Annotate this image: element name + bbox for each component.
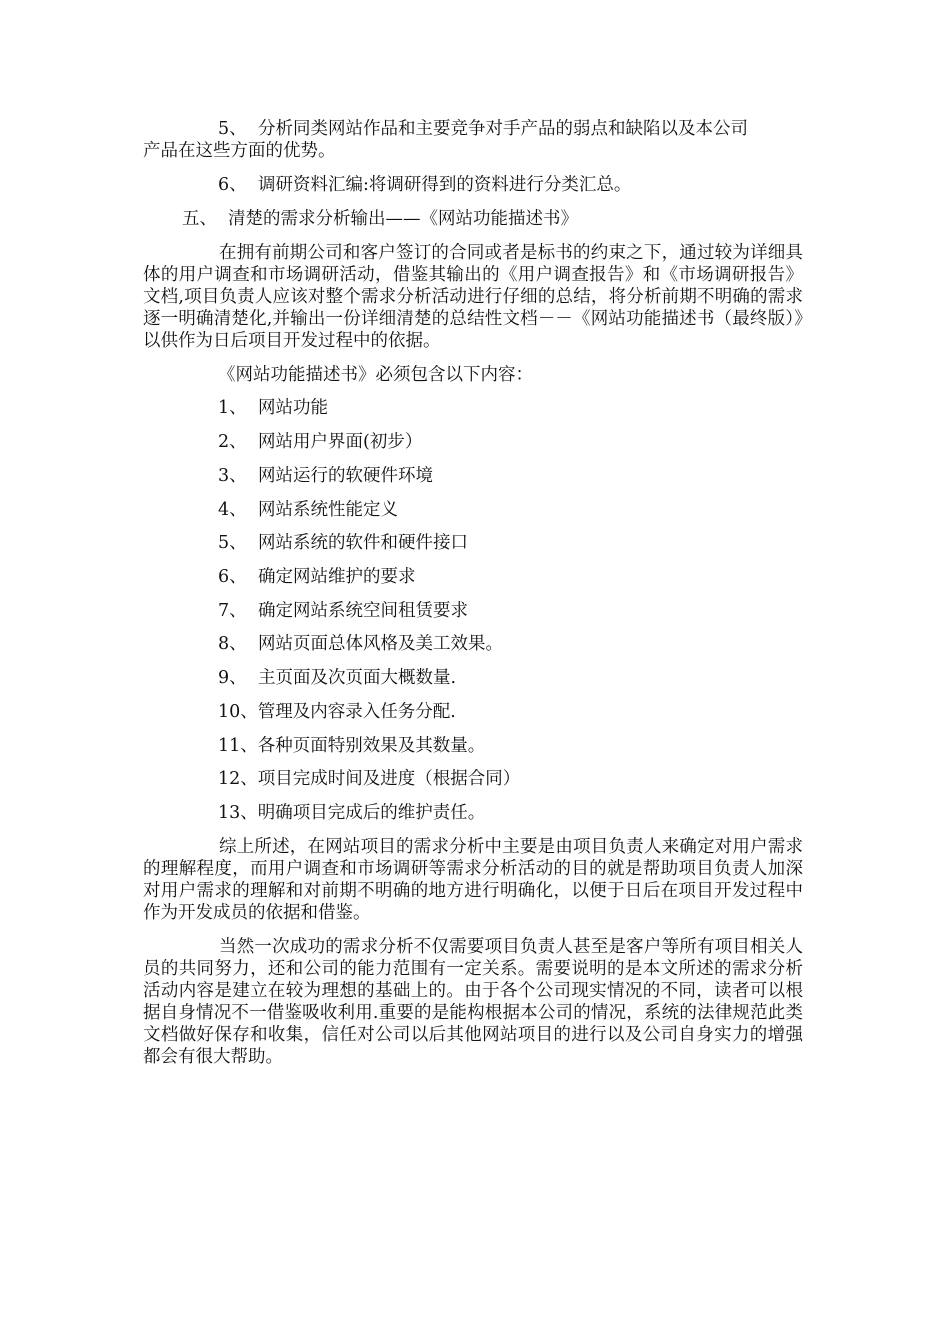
- list-item-text: 网站页面总体风格及美工效果。: [258, 634, 503, 654]
- list-item-text: 确定网站维护的要求: [258, 567, 416, 587]
- list-item: [218, 600, 468, 622]
- intro-item-text-continued: 产品在这些方面的优势。: [143, 141, 336, 161]
- list-item-text: 确定网站系统空间租赁要求: [258, 601, 468, 621]
- list-item-number: 9、: [218, 668, 247, 688]
- paragraph-summary-output: 在拥有前期公司和客户签订的合同或者是标书的约束之下，通过较为详细具体的用户调查和市场调研活动，借鉴其输出的《用户调查报告》和《市场调研报告》文档,项目负责人应该对整个需求分析活动进行仔细的总结，将分析前期不明确的需求逐一明确清楚化,并输出一份详细清楚的总结性文档－－《网站功能描述书（最终版）》以供作为日后项目开发过程中的依据。: [143, 243, 803, 351]
- list-item-text: 管理及内容录入任务分配.: [257, 702, 456, 722]
- list-item: [218, 431, 422, 453]
- paragraph-conclusion: 综上所述，在网站项目的需求分析中主要是由项目负责人来确定对用户需求的理解程度，而用户调查和市场调研等需求分析活动的目的就是帮助项目负责人加深对用户需求的理解和对前期不明确的地方进行明确化，以便于日后在项目开发过程中作为开发成员的依据和借鉴。: [143, 837, 803, 923]
- intro-item-5: [218, 118, 748, 140]
- intro-item-text: 调研资料汇编:将调研得到的资料进行分类汇总。: [258, 175, 632, 195]
- list-item-text: 网站运行的软硬件环境: [258, 466, 433, 486]
- list-item-number: 5、: [218, 533, 247, 553]
- list-item-text: 网站系统的软件和硬件接口: [258, 533, 468, 553]
- intro-item-text: 分析同类网站作品和主要竞争对手产品的弱点和缺陷以及本公司: [258, 119, 748, 139]
- paragraph-closing: 当然一次成功的需求分析不仅需要项目负责人甚至是客户等所有项目相关人员的共同努力，还和公司的能力范围有一定关系。需要说明的是本文所述的需求分析活动内容是建立在较为理想的基础上的。由于各个公司现实情况的不同，读者可以根据自身情况不一借鉴吸收利用.重要的是能构根据本公司的情况，系统的法律规范此类文档做好保存和收集，信任对公司以后其他网站项目的进行以及公司自身实力的增强都会有很大帮助。: [143, 937, 803, 1067]
- list-item-number: 12、: [218, 769, 258, 789]
- intro-item-number: 6、: [218, 175, 247, 195]
- list-item-number: 10、: [218, 702, 258, 722]
- list-intro: 《网站功能描述书》必须包含以下内容：: [218, 365, 533, 385]
- list-item-text: 网站系统性能定义: [258, 500, 398, 520]
- list-item-text: 主页面及次页面大概数量.: [258, 668, 457, 688]
- list-item: [218, 465, 433, 487]
- list-item-number: 6、: [218, 567, 247, 587]
- list-item-number: 11、: [218, 736, 258, 756]
- list-item: [218, 667, 456, 689]
- list-item-number: 13、: [218, 803, 258, 823]
- list-item: [218, 701, 456, 723]
- list-item-text: 明确项目完成后的维护责任。: [257, 803, 486, 823]
- intro-item-number: 5、: [218, 119, 247, 139]
- list-item-number: 7、: [218, 601, 247, 621]
- intro-item-6: [218, 174, 631, 196]
- section-number: 五、: [182, 209, 217, 229]
- list-item-number: 3、: [218, 466, 247, 486]
- list-item: [218, 802, 485, 824]
- list-item-number: 1、: [218, 398, 247, 418]
- list-item-text: 各种页面特别效果及其数量。: [257, 736, 486, 756]
- list-item-number: 2、: [218, 432, 247, 452]
- list-item-number: 4、: [218, 500, 247, 520]
- list-item: [218, 735, 485, 757]
- list-item: [218, 532, 468, 554]
- list-item: [218, 768, 520, 790]
- list-item: [218, 397, 328, 419]
- section-heading: [182, 208, 578, 230]
- list-item: [218, 566, 416, 588]
- list-item: [218, 499, 398, 521]
- list-item-text: 网站用户界面(初步）: [258, 432, 423, 452]
- intro-item-5-continuation: [143, 140, 336, 162]
- section-title: 清楚的需求分析输出——《网站功能描述书》: [228, 209, 578, 229]
- list-item-text: 项目完成时间及进度（根据合同）: [257, 769, 521, 789]
- list-item-number: 8、: [218, 634, 247, 654]
- list-item-text: 网站功能: [258, 398, 328, 418]
- list-item: [218, 633, 503, 655]
